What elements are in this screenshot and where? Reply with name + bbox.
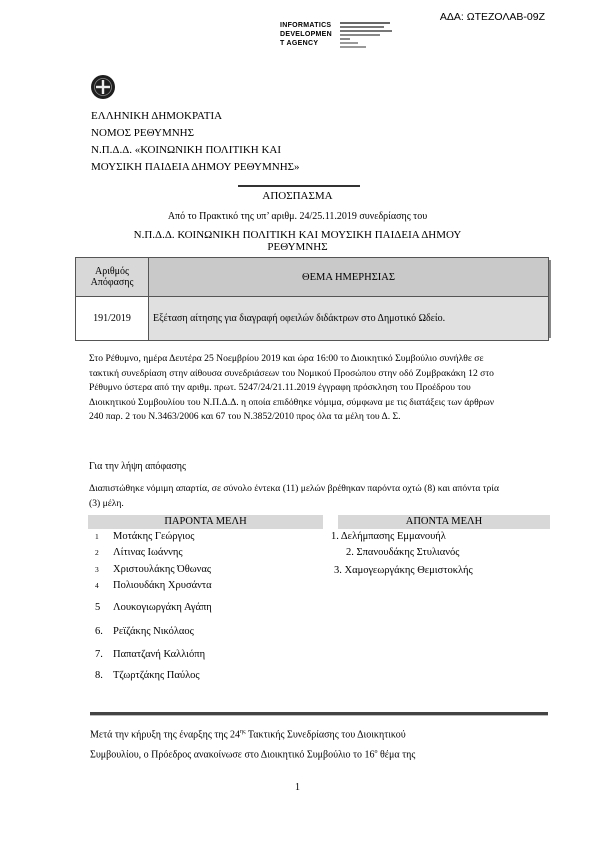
opening-paragraph-line-2 — [90, 749, 520, 760]
member-name: Πολιουδάκη Χρυσάντα — [113, 580, 212, 591]
member-name: Παπατζανή Καλλιόπη — [113, 649, 206, 660]
ordinal-suffix: ο — [374, 749, 378, 755]
table-row — [76, 297, 549, 341]
absent-members-header: ΑΠΟΝΤΑ ΜΕΛΗ — [338, 515, 550, 529]
section-divider-shadow — [90, 715, 548, 716]
decision-intro: Για την λήψη απόφασης — [89, 461, 186, 472]
greek-emblem-icon — [91, 75, 115, 99]
agency-line-3: T AGENCY — [280, 40, 319, 47]
list-item — [95, 531, 194, 542]
reference-block — [0, 229, 595, 253]
header-line-4: ΜΟΥΣΙΚΗ ΠΑΙΔΕΙΑ ΔΗΜΟΥ ΡΕΘΥΜΝΗΣ» — [91, 161, 300, 173]
agency-line-2: DEVELOPMEN — [280, 31, 333, 38]
member-number: 8. — [95, 670, 103, 681]
member-name: Τζωρτζάκης Παύλος — [113, 670, 200, 681]
subject-header: ΘΕΜΑ ΗΜΕΡΗΣΙΑΣ — [149, 258, 549, 297]
page-number: 1 — [295, 782, 300, 793]
list-item — [95, 547, 183, 558]
member-number: 3 — [95, 565, 99, 574]
member-number: 5 — [95, 602, 101, 613]
list-item — [95, 670, 200, 681]
list-item: 2. Σπανουδάκης Στυλιανός — [346, 547, 460, 558]
list-item — [95, 602, 212, 613]
member-name: Λουκογιωργάκη Αγάπη — [113, 602, 212, 613]
opening-paragraph-line-1 — [90, 729, 520, 740]
reference-line-3: ΡΕΘΥΜΝΗΣ — [267, 241, 328, 253]
ordinal-suffix: ης — [240, 729, 246, 735]
member-name: Λίτινας Ιωάννης — [113, 547, 183, 558]
header-line-1: ΕΛΛΗΝΙΚΗ ΔΗΜΟΚΡΑΤΙΑ — [91, 110, 223, 122]
opening-text-3: Συμβουλίου, ο Πρόεδρος ανακοίνωσε στο Διοικητικό Συμβούλιο το 16 — [90, 749, 375, 761]
reference-line-1: Από το Πρακτικό της υπ’ αριθμ. 24/25.11.2019 συνεδρίασης του — [167, 211, 428, 222]
member-number: 7. — [95, 649, 103, 660]
present-members-header: ΠΑΡΟΝΤΑ ΜΕΛΗ — [88, 515, 323, 529]
member-number: 6. — [95, 626, 103, 637]
member-name: Μοτάκης Γεώργιος — [113, 531, 195, 542]
agency-line-1: INFORMATICS — [280, 22, 332, 29]
issuer-header — [91, 108, 300, 176]
list-item — [95, 564, 211, 575]
agency-logo-text — [280, 21, 332, 48]
decision-number-header-line-2: Απόφασης — [90, 277, 134, 288]
header-line-2: ΝΟΜΟΣ ΡΕΘΥΜΝΗΣ — [91, 127, 195, 139]
title-rule — [238, 185, 360, 187]
list-item — [95, 649, 205, 660]
decision-table — [75, 257, 549, 341]
member-number: 1 — [95, 532, 99, 541]
decision-number-header-line-1: Αριθμός — [94, 266, 129, 277]
table-header-row — [76, 258, 549, 297]
agency-fine-print — [340, 21, 392, 50]
list-item: 3. Χαμογεωργάκης Θεμιστοκλής — [334, 565, 473, 576]
ada-code: ΑΔΑ: ΩΤΕΖΟΛΑΒ-09Ζ — [439, 11, 545, 23]
member-number: 2 — [95, 548, 99, 557]
opening-text-2: Τακτικής Συνεδρίασης του Διοικητικού — [245, 729, 406, 741]
list-item: 1. Δελήμπασης Εμμανουήλ — [331, 531, 446, 542]
decision-number-header — [76, 258, 149, 297]
member-number: 4 — [95, 581, 99, 590]
reference-line-2: Ν.Π.Δ.Δ. ΚΟΙΝΩΝΙΚΗ ΠΟΛΙΤΙΚΗ ΚΑΙ ΜΟΥΣΙΚΗ ΠΑΙΔΕΙΑ ΔΗΜΟΥ — [133, 229, 462, 241]
document-title: ΑΠΟΣΠΑΣΜΑ — [262, 190, 333, 202]
member-name: Ρεϊζάκης Νικόλαος — [113, 626, 194, 637]
decision-subject: Εξέταση αίτησης για διαγραφή οφειλών διδάκτρων στο Δημοτικό Ωδείο. — [149, 297, 549, 341]
opening-text-1: Μετά την κήρυξη της έναρξης της 24 — [90, 729, 241, 741]
list-item — [95, 580, 212, 591]
meeting-paragraph: Στο Ρέθυμνο, ημέρα Δευτέρα 25 Νοεμβρίου 2019 και ώρα 16:00 το Διοικητικό Συμβούλιο συνήλθε σε τακτική συνεδρίαση στην αίθουσα συνεδριάσεων του Νομικού Προσώπου στην οδό Ζυμβρακάκη 12 στο Ρέθυμνο ύστερα από την αριθμ. πρωτ. 5247/24/21.11.2019 έγγραφη πρόσκληση του Προέδρου του Διοικητικού Συμβουλίου του Ν.Π.Δ.Δ. η οποία επιδόθηκε νόμιμα, σύμφωνα με τις διατάξεις των άρθρων 240 παρ. 2 του Ν.3463/2006 και 67 του Ν.3852/2010 προς όλα τα μέλη του Δ. Σ. — [89, 353, 495, 422]
opening-text-4: θέμα της — [377, 749, 416, 761]
list-item — [95, 626, 194, 637]
member-name: Χριστουλάκης Όθωνας — [113, 564, 212, 575]
header-line-3: Ν.Π.Δ.Δ. «ΚΟΙΝΩΝΙΚΗ ΠΟΛΙΤΙΚΗ ΚΑΙ — [91, 144, 282, 156]
decision-number: 191/2019 — [76, 297, 149, 341]
quorum-paragraph: Διαπιστώθηκε νόμιμη απαρτία, σε σύνολο έντεκα (11) μελών βρέθηκαν παρόντα οχτώ (8) και απόντα τρία (3) μέλη. — [89, 483, 500, 509]
